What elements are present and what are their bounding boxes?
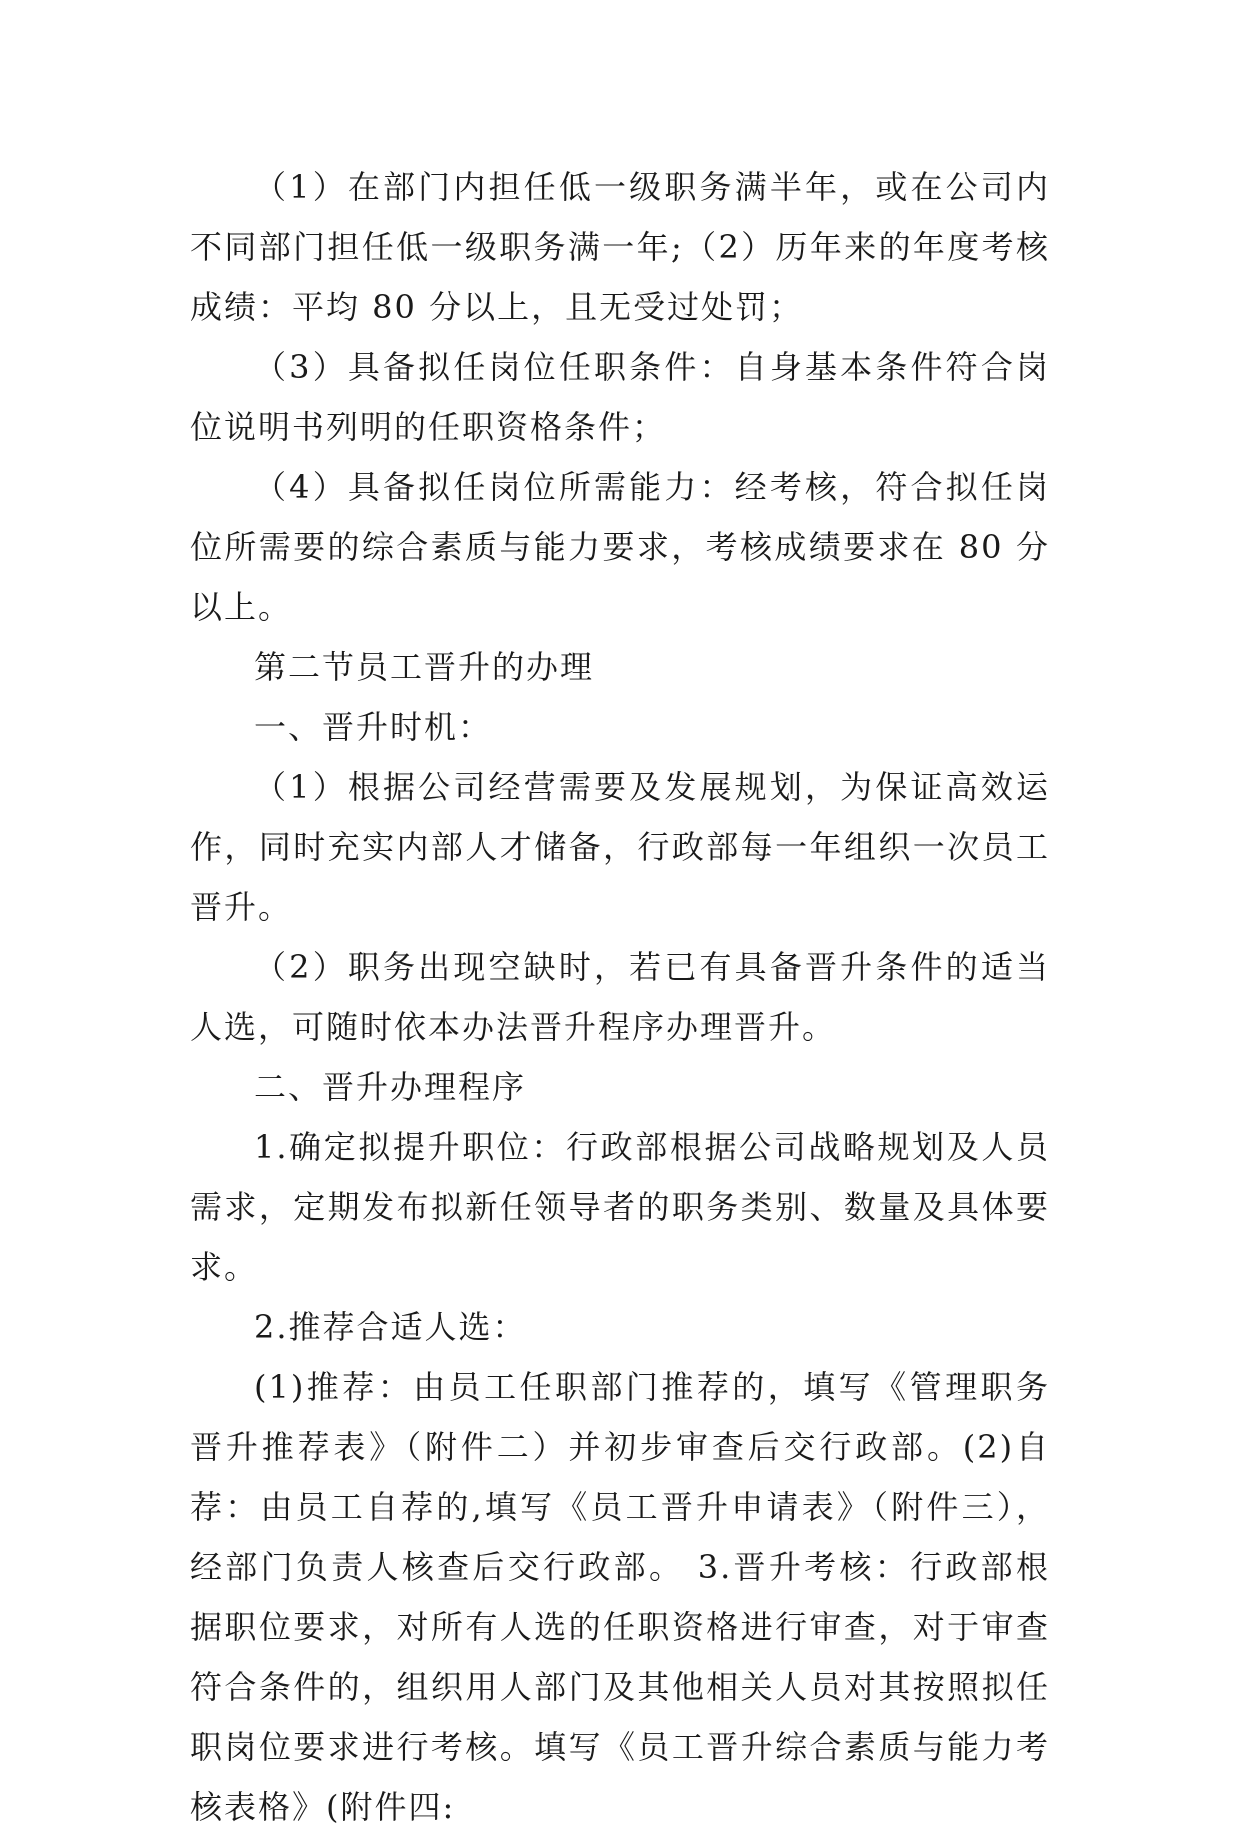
paragraph-define-position: 1.确定拟提升职位：行政部根据公司战略规划及人员需求，定期发布拟新任领导者的职务类别、数量及具体要求。 [190,1128,1050,1286]
paragraph-qualification: （3）具备拟任岗位任职条件：自身基本条件符合岗位说明书列明的任职资格条件； [190,348,1050,446]
paragraph-recommendation-and-assessment: (1)推荐：由员工任职部门推荐的，填写《管理职务晋升推荐表》（附件二）并初步审查后交行政部。(2)自荐：由员工自荐的,填写《员工晋升申请表》（附件三），经部门负责人核查后交行政部。 3.晋升考核：行政部根据职位要求，对所有人选的任职资格进行审查，对于审查符合条件的，组织用人部门及其他相关人员对其按照拟任职岗位要求进行考核。填写《员工晋升综合素质与能力考核表格》(附件四: [190,1368,1050,1826]
document-body [190,157,1050,1837]
paragraph-ability: （4）具备拟任岗位所需能力：经考核，符合拟任岗位所需要的综合素质与能力要求，考核成绩要求在 80 分以上。 [190,468,1050,626]
subheading-promotion-procedure: 二、晋升办理程序 [254,1068,527,1106]
subheading-promotion-timing: 一、晋升时机： [254,708,493,746]
paragraph-tenure-and-scores: （1）在部门内担任低一级职务满半年，或在公司内不同部门担任低一级职务满一年;（2）历年来的年度考核成绩：平均 80 分以上，且无受过处罚； [190,168,1050,326]
paragraph-recommend-candidates: 2.推荐合适人选： [254,1308,527,1346]
section-heading-promotion-handling: 第二节员工晋升的办理 [254,648,595,686]
paragraph-vacancy-promotion: （2）职务出现空缺时，若已有具备晋升条件的适当人选，可随时依本办法晋升程序办理晋升。 [190,948,1050,1046]
paragraph-annual-promotion: （1）根据公司经营需要及发展规划，为保证高效运作，同时充实内部人才储备，行政部每一年组织一次员工晋升。 [190,768,1050,926]
